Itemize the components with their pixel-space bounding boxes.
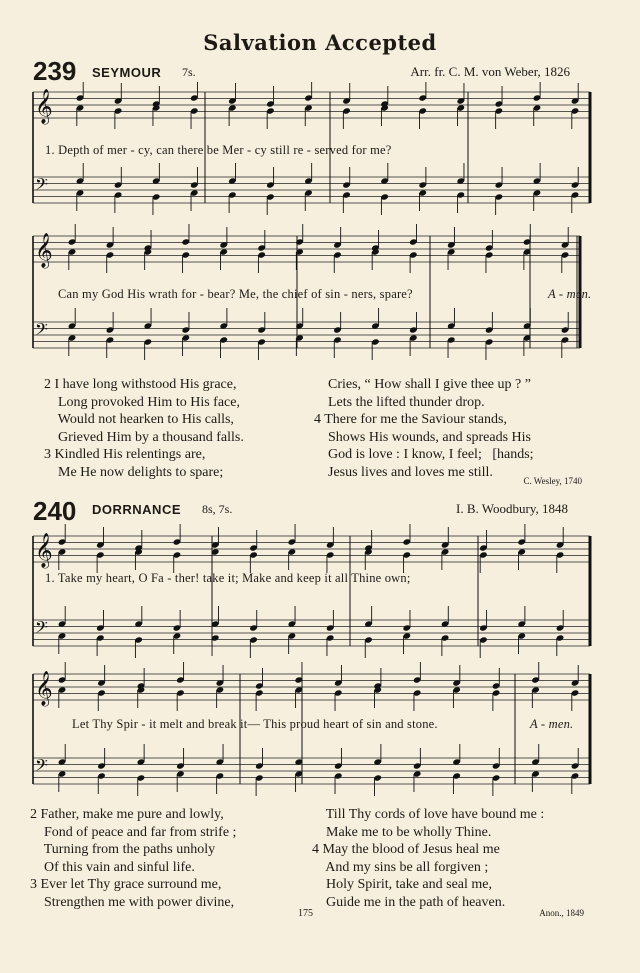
lyric-line: Can my God His wrath for - bear? Me, the chief of sin - ners, spare? [58, 287, 413, 301]
lyric-line: 1. Take my heart, O Fa - ther! take it; Make and keep it all Thine own; [45, 571, 411, 585]
meter: 8s, 7s. [202, 502, 233, 516]
text-author: C. Wesley, 1740 [523, 476, 582, 486]
page-title: Salvation Accepted [203, 30, 437, 55]
tune-name: SEYMOUR [92, 65, 162, 80]
bass-clef: 𝄢 [35, 619, 48, 641]
lyric-line: Let Thy Spir - it melt and break it— This proud heart of sin and stone. [72, 717, 438, 731]
composer-credit: Arr. fr. C. M. von Weber, 1826 [410, 64, 570, 79]
bass-clef: 𝄢 [35, 176, 48, 198]
stanzas-right: Cries, “ How shall I give thee up ? ” Lets the lifted thunder drop. 4 There for me the Saviour stands, Shows His wounds, and spreads His God is love : I know, I feel; [hands; Jesus lives and loves me still. [314, 377, 534, 480]
lyric-line: 1. Depth of mer - cy, can there be Mer - cy still re - served for me? [45, 143, 392, 157]
amen-label: A - men. [530, 717, 574, 731]
treble-clef: 𝄞 [35, 90, 53, 123]
meter: 7s. [182, 65, 196, 79]
stanzas-right: Till Thy cords of love have bound me : Make me to be wholly Thine. 4 May the blood of Jesus heal me And my sins be all forgiven ; Holy Spirit, take and seal me, Guide me in the path of heaven. [312, 807, 545, 910]
treble-clef: 𝄞 [35, 234, 53, 267]
composer-credit: I. B. Woodbury, 1848 [456, 501, 568, 516]
treble-clef: 𝄞 [35, 672, 53, 705]
hymn-number: 240 [33, 496, 77, 526]
page-number: 175 [298, 908, 313, 919]
bass-clef: 𝄢 [35, 321, 48, 343]
text-author: Anon., 1849 [539, 908, 584, 918]
music-system-3 [0, 518, 640, 658]
tune-name: DORRNANCE [92, 502, 181, 517]
bass-clef: 𝄢 [35, 757, 48, 779]
treble-clef: 𝄞 [35, 534, 53, 567]
hymn-number: 239 [33, 56, 77, 86]
stanzas-left: 2 Father, make me pure and lowly, Fond of peace and far from strife ; Turning from the paths unholy Of this vain and sinful life. 3 Ever let Thy grace surround me, Strengthen me with power divine, [30, 807, 237, 910]
music-system-4 [0, 658, 640, 806]
stanzas-left: 2 I have long withstood His grace, Long provoked Him to His face, Would not hearken to His calls, Grieved Him by a thousand falls. 3 Kindled His relentings are, Me He now delights to spare; [44, 377, 244, 480]
amen-label: A - men. [548, 287, 592, 301]
